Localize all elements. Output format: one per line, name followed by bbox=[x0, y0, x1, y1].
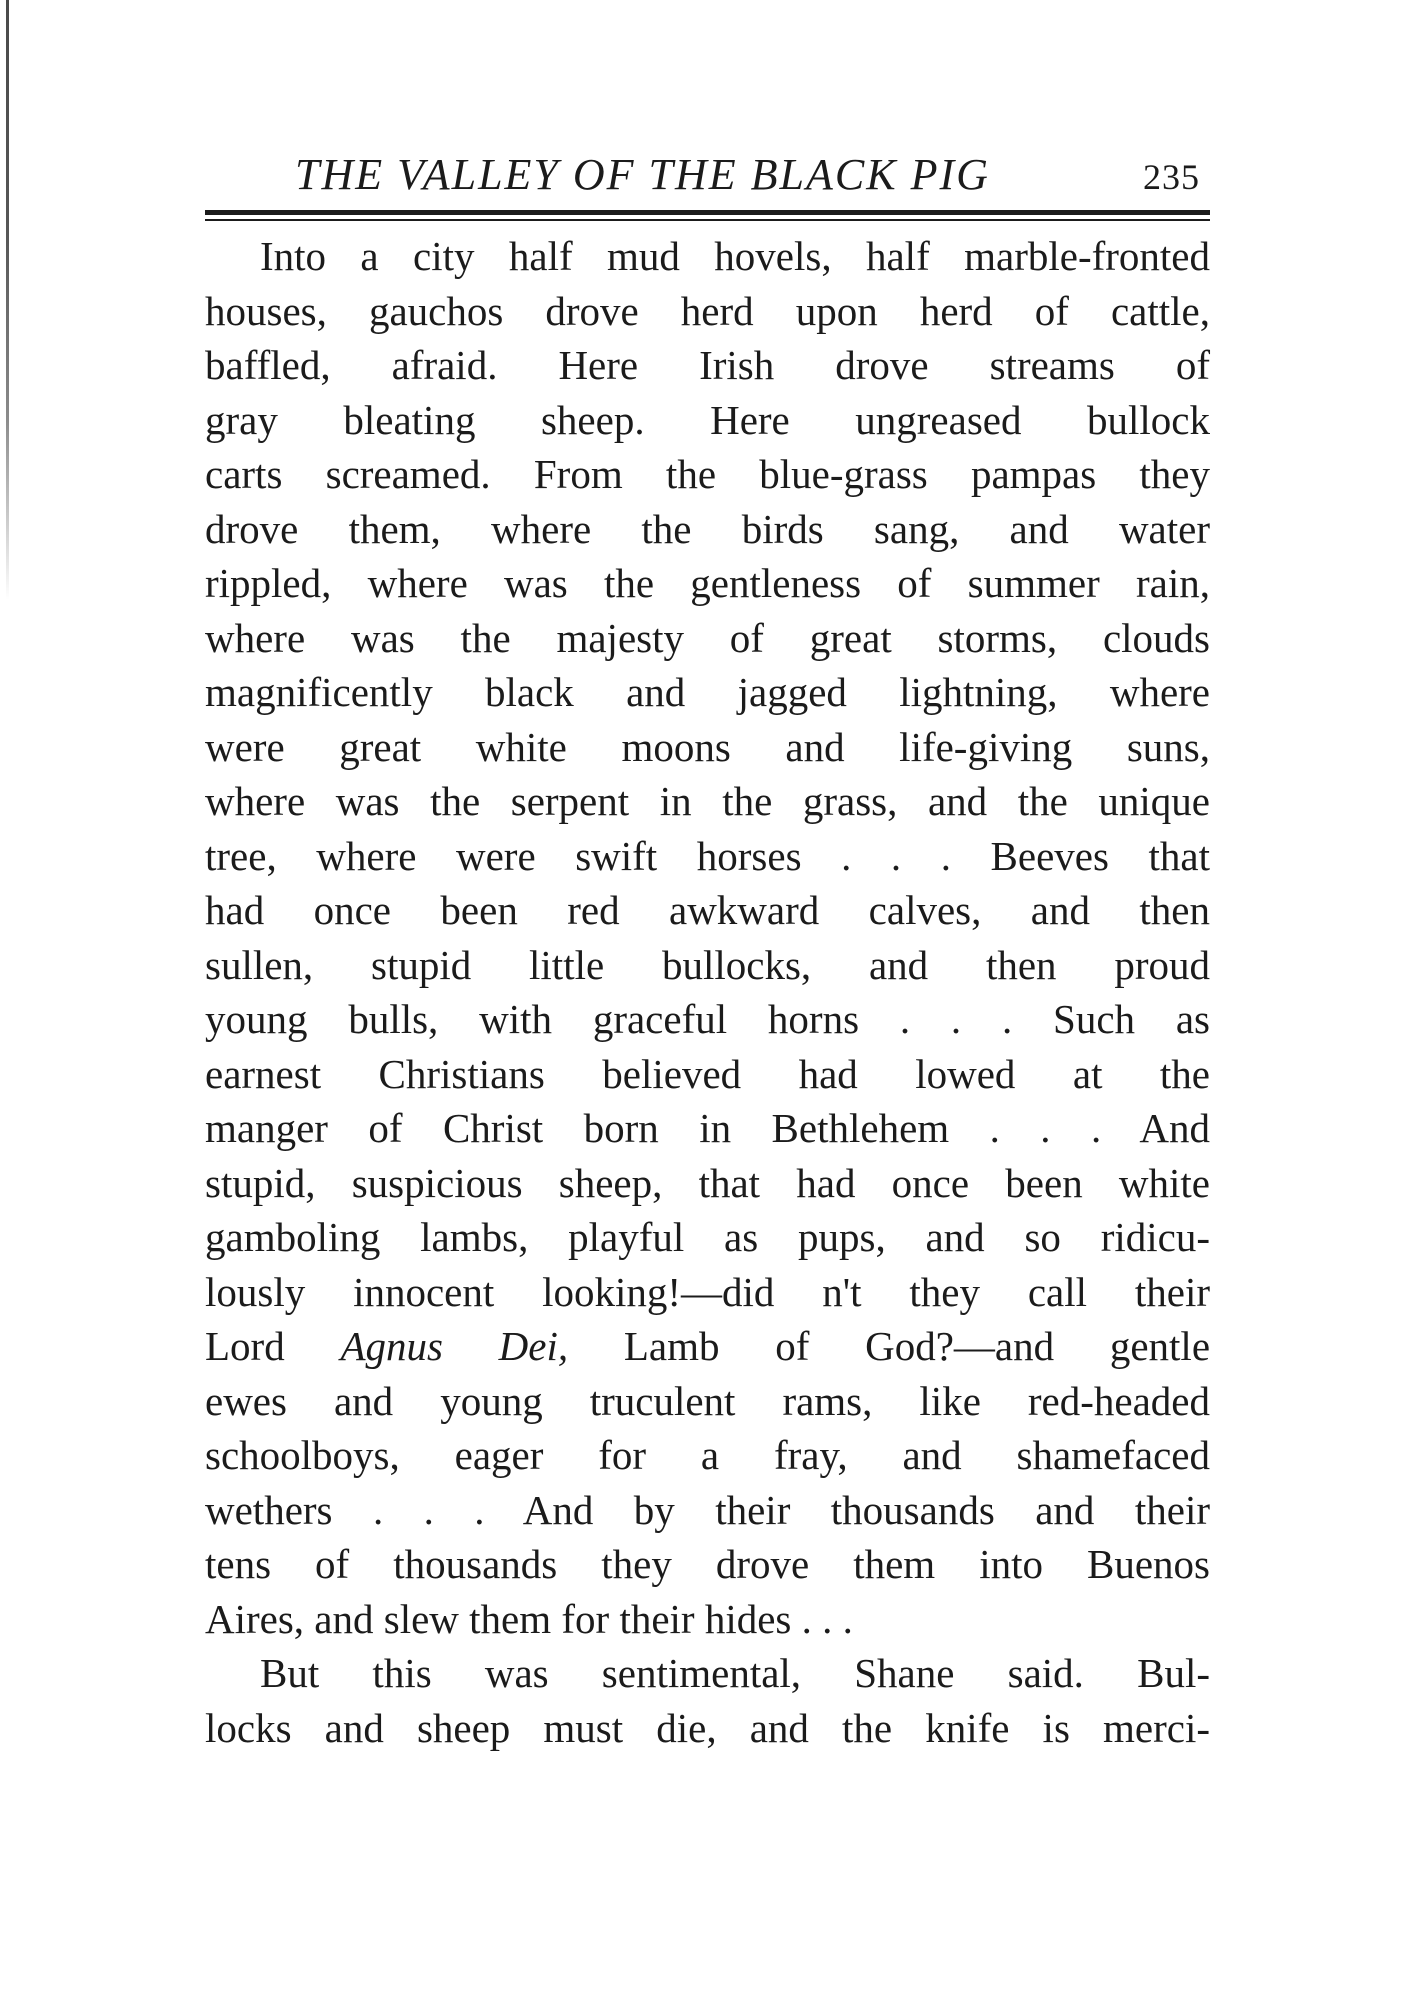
text-line: young bulls, with graceful horns . . . Such as bbox=[205, 996, 1210, 1042]
text-line: stupid, suspicious sheep, that had once been white bbox=[205, 1159, 1210, 1206]
text-line: tree, where were swift horses . . . Beeves that bbox=[205, 832, 1210, 879]
text-line: drove them, where the birds sang, and water bbox=[205, 505, 1210, 552]
text-line: ewes and young truculent rams, like red-headed bbox=[205, 1377, 1210, 1424]
paragraph-2 bbox=[205, 1646, 1210, 1755]
text-line: carts screamed. From the blue-grass pampas they bbox=[205, 451, 1210, 497]
text-line: locks and sheep must die, and the knife is merci- bbox=[205, 1704, 1210, 1751]
text-line: tens of thousands they drove them into Buenos bbox=[205, 1541, 1210, 1587]
header-rule-thick bbox=[205, 210, 1210, 215]
scan-edge-shadow bbox=[6, 0, 9, 600]
text-line: schoolboys, eager for a fray, and shamefaced bbox=[205, 1432, 1210, 1478]
text-line: had once been red awkward calves, and then bbox=[205, 887, 1210, 933]
text-line: rippled, where was the gentleness of summer rain, bbox=[205, 560, 1210, 606]
text-line: houses, gauchos drove herd upon herd of cattle, bbox=[205, 287, 1210, 334]
running-header bbox=[205, 140, 1210, 210]
text-line: But this was sentimental, Shane said. Bul- bbox=[260, 1650, 1210, 1696]
text-line: baffled, afraid. Here Irish drove streams of bbox=[205, 342, 1210, 388]
running-title: THE VALLEY OF THE BLACK PIG bbox=[295, 150, 990, 199]
text-line: Aires, and slew them for their hides . . . bbox=[205, 1595, 853, 1642]
text-line: gamboling lambs, playful as pups, and so ridicu- bbox=[205, 1214, 1210, 1260]
paragraph-1 bbox=[205, 229, 1210, 1646]
text-line: earnest Christians believed had lowed at the bbox=[205, 1050, 1210, 1097]
text-line: where was the serpent in the grass, and the unique bbox=[205, 778, 1210, 824]
text-line: magnificently black and jagged lightning, where bbox=[205, 669, 1210, 715]
page-number: 235 bbox=[1143, 157, 1200, 197]
text-line: manger of Christ born in Bethlehem . . . And bbox=[205, 1105, 1210, 1151]
text-line: were great white moons and life-giving suns, bbox=[205, 723, 1210, 770]
book-page bbox=[205, 140, 1210, 1755]
text-line: where was the majesty of great storms, clouds bbox=[205, 614, 1210, 661]
text-line: Into a city half mud hovels, half marble-fronted bbox=[260, 233, 1210, 279]
header-rule-thin bbox=[205, 219, 1210, 221]
text-line: Lord Agnus Dei, Lamb of God?—and gentle bbox=[205, 1323, 1211, 1369]
body-text bbox=[205, 229, 1210, 1755]
italic-phrase: Agnus Dei, bbox=[340, 1323, 569, 1369]
text-line: lously innocent looking!—did n't they call their bbox=[205, 1268, 1210, 1315]
text-line: sullen, stupid little bullocks, and then proud bbox=[205, 941, 1210, 988]
text-line: wethers . . . And by their thousands and their bbox=[205, 1486, 1210, 1533]
text-line: gray bleating sheep. Here ungreased bullock bbox=[205, 396, 1210, 443]
